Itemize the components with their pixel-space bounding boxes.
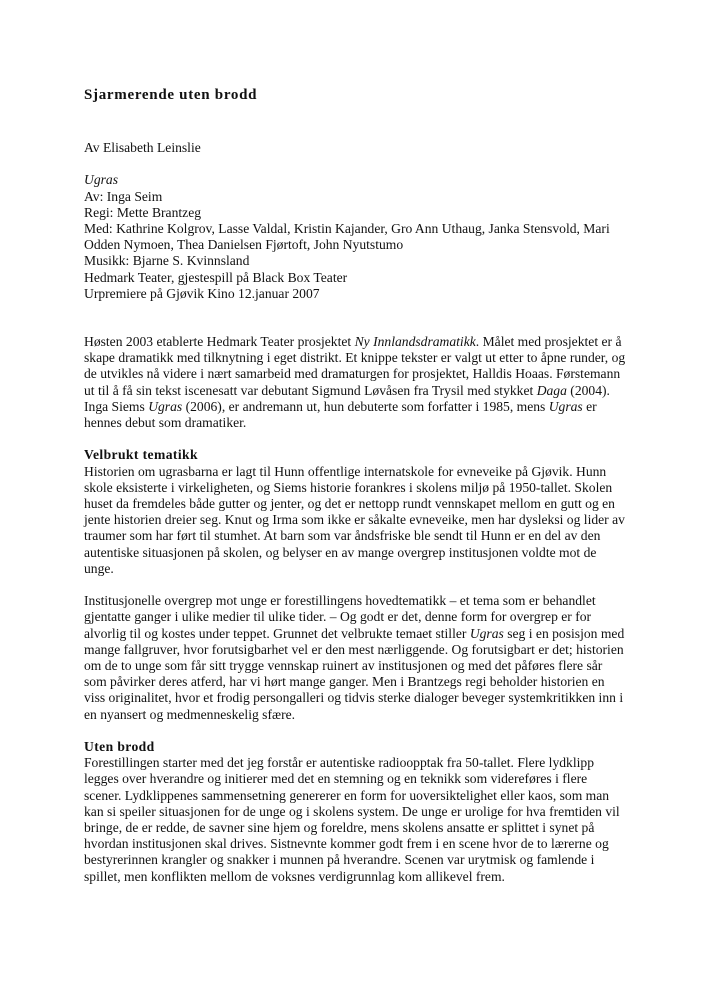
section-paragraph: Forestillingen starter med det jeg forstår er autentiske radioopptak fra 50-tallet. Flere lydklipp legges over hverandre og initierer med det en stemning og en teknikk som videreføres i flere scener. Lydklippenes sammensetning genererer en form for uoversiktelighet eller kaos, som man kan si speiler situasjonen for de unge og i skolens system. De unge er urolige for hva fremtiden vil bringe, de er redde, de savner sine hjem og foreldre, mens skolens ansatte er splittet i synet på hvordan institusjonen skal drives. Sistnevnte kommer godt frem i en scene hvor de to lærerne og bestyrerinnen krangler og snakker i munnen på hverandre. Scenen var urytmisk og famlende i spillet, men konflikten mellom de voksnes verdigrunnlag kom allikevel frem. xyxy=(84,755,620,884)
byline: Av Elisabeth Leinslie xyxy=(84,140,201,155)
section-paragraph: Institusjonelle overgrep mot unge er forestillingens hovedtematikk – et tema som er behandlet gjentatte ganger i ulike medier til ulike tider. – Og godt er det, denne form for overgrep er for alvorlig til og kostes under teppet. Grunnet det velbrukte temaet stiller Ugras seg i en posisjon med mange fallgruver, hvor forutsigbarhet vel er den mest nærliggende. Og forutsigbart er det; historien om de to unge som får sitt trygge vennskap ruinert av institusjonen og med det påføres flere sår som påvirker deres atferd, har vi hørt mange ganger. Men i Brantzegs regi beholder historien en viss originalitet, hvor et frodig persongalleri og tidvis sterke dialoger beveger systemkritikken inn i en nyansert og medmenneskelig sfære. xyxy=(84,593,625,722)
section-uten-brodd xyxy=(84,739,627,885)
credit-line-music: Musikk: Bjarne S. Kvinnsland xyxy=(84,253,250,269)
credit-line-author: Av: Inga Seim xyxy=(84,188,163,204)
section-paragraph: Historien om ugrasbarna er lagt til Hunn offentlige internatskole for evneveike på Gjøvik. Hunn skole eksisterte i virkeligheten, og Siems historie forankres i skolens miljø på 1950-tallet. Skolen huset da fremdeles både gutter og jenter, og det er nettopp rundt vennskapet mellom en gutt og en jente historien dreier seg. Knut og Irma som ikke er såkalte evneveike, men har dysleksi og lider av traumer som har ført til stumhet. At barn som var åndsfriske ble sendt til Hunn er en del av den autentiske situasjonen på skolen, og belyser en av mange overgrep institusjonen voldte mot de unge. xyxy=(84,463,625,576)
page-title: Sjarmerende uten brodd xyxy=(84,87,258,103)
credit-line-premiere: Urpremiere på Gjøvik Kino 12.januar 2007 xyxy=(84,285,320,301)
work-title: Ugras xyxy=(84,172,118,188)
section-velbrukt-tematikk xyxy=(84,447,627,722)
credit-line-theater: Hedmark Teater, gjestespill på Black Box Teater xyxy=(84,269,348,285)
section-heading-velbrukt-tematikk: Velbrukt tematikk xyxy=(84,447,198,463)
credits-block xyxy=(84,172,627,302)
credit-line-cast: Med: Kathrine Kolgrov, Lasse Valdal, Kristin Kajander, Gro Ann Uthaug, Janka Stensvold, Mari Odden Nymoen, Thea Danielsen Fjørtoft, John Nyutstumo xyxy=(84,221,610,253)
credit-line-director: Regi: Mette Brantzeg xyxy=(84,204,202,220)
intro-paragraph: Høsten 2003 etablerte Hedmark Teater prosjektet Ny Innlandsdramatikk. Målet med prosjektet er å skape dramatikk med tilknytning i eget distrikt. Et knippe tekster er valgt ut etter to åpne runder, og de utvikles nå videre i nært samarbeid med dramaturgen for prosjektet, Halldis Hoaas. Førstemann ut til å få sin tekst iscenesatt var debutant Sigmund Løvåsen fra Trysil med stykket Daga (2004). Inga Siems Ugras (2006), er andremann ut, hun debuterte som forfatter i 1985, mens Ugras er hennes debut som dramatiker. xyxy=(84,334,626,431)
section-heading-uten-brodd: Uten brodd xyxy=(84,739,155,755)
